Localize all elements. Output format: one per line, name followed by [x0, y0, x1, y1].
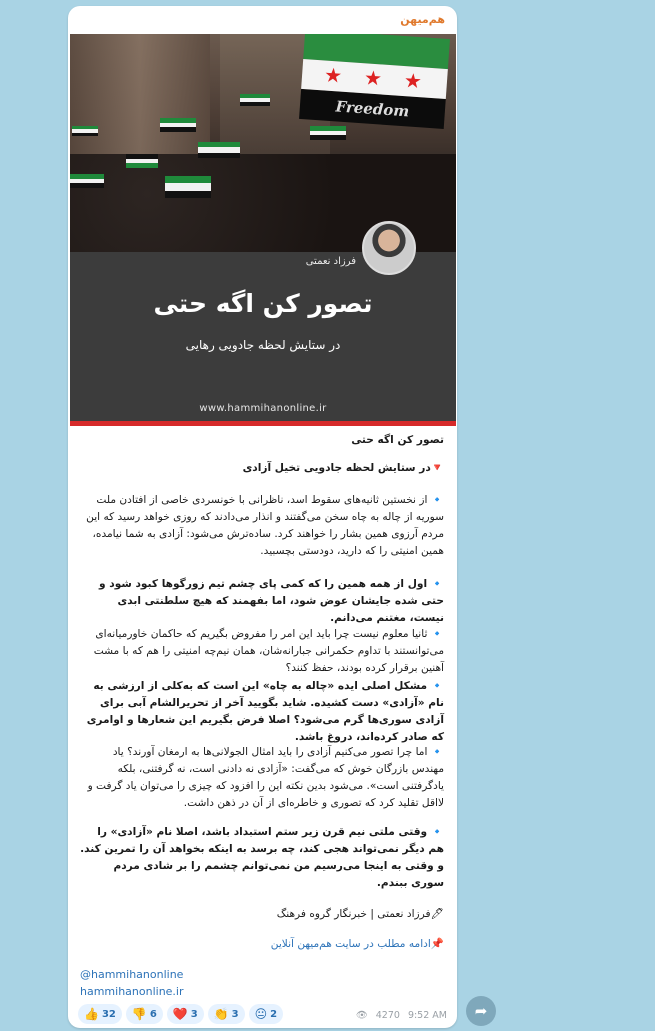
- star-icon: ★: [323, 62, 343, 88]
- views-icon: 👁: [355, 1010, 368, 1021]
- reaction-clap[interactable]: 👏 3: [208, 1004, 245, 1024]
- flag-shape: [310, 126, 346, 140]
- flag-shape: [240, 94, 270, 106]
- thumbs-up-icon: 👍: [84, 1007, 99, 1021]
- flag-shape: [160, 118, 196, 132]
- read-more-link[interactable]: 📌ادامه مطلب در سایت هم‌میهن آنلاین: [270, 938, 444, 950]
- hero-title: تصور کن اگه حتی: [153, 289, 373, 318]
- post-title: تصور کن اگه حتی: [351, 434, 444, 446]
- hero-accent-bar: [70, 421, 456, 426]
- share-icon: ➦: [474, 1002, 488, 1020]
- heart-icon: ❤️: [172, 1007, 188, 1021]
- reaction-neutral[interactable]: 😐 2: [249, 1004, 283, 1024]
- post-paragraph: 🔹 اما چرا تصور می‌کنیم آزادی را باید امثال الجولانی‌ها به ارمغان آورند؟ یاد مهندس بازرگان خوش که می‌گفت: «آزادی نه دادنی است، نه گرفتنی، بلکه یادگرفتنی است». می‌شود بدین نکته این را افزود که چیزی را می‌توان یاد گرفت و لااقل تقلید کرد که تصوری و خاطره‌ای از آن در ذهن داشت.: [87, 746, 444, 809]
- reaction-heart[interactable]: ❤️ 3: [167, 1004, 204, 1024]
- hero-url: www.hammihanonline.ir: [199, 403, 327, 414]
- message-time: 9:52 AM: [407, 1010, 447, 1021]
- post-paragraph: 🔹 ثانیا معلوم نیست چرا باید این امر را مفروض بگیریم که حاکمان خاورمیانه‌ای می‌توانستند با تداوم حکمرانی جبارانه‌شان، همان نیم‌چه امنیتی را هم که با مشت آهنین برقرار کرده بودند، حفظ کنند؟: [93, 628, 444, 674]
- channel-handle-link[interactable]: @hammihanonline: [80, 968, 184, 981]
- star-icon: ★: [403, 68, 423, 94]
- flag-text: Freedom: [299, 89, 446, 129]
- flag-shape: [72, 126, 98, 136]
- star-icon: ★: [363, 65, 383, 91]
- post-paragraph: 🔹 مشکل اصلی ایده «چاله به چاه» این است که به‌کلی از ارزشی به نام «آزادی» دست کشیده. شاید بگویید آخر از تحریرالشام آبی برای آزادی سوری‌ها گرم می‌شود؟ اصلا فرض بگیریم این شعارها و اوامری که صادر کرده‌اند، دروغ باشد.: [86, 680, 444, 743]
- message-meta: [356, 1010, 447, 1021]
- reaction-thumbs-down[interactable]: 👎 6: [126, 1004, 163, 1024]
- post-paragraph: 🔹 از نخستین ثانیه‌های سقوط اسد، ناظرانی با خونسردی خاصی از افتادن ملت سوریه از چاله به چاه سخن می‌گفتند و انذار می‌دادند که روزی خواهد رسید که این مردم آرزوی همین بشار را خواهند کرد. ساده‌ترش می‌شود: آزادی به شما نیامده، همین امنیتی را که دارید، دودستی بچسبید.: [86, 494, 444, 557]
- post-paragraph: 🔹 اول از همه همین را که کمی پای چشم تیم زورگوها کبود شود و حتی شده جایشان عوض شود، اما بفهمند که هیچ سلطنتی ابدی نیست، مغتنم می‌دانم.: [99, 578, 444, 624]
- site-link[interactable]: hammihanonline.ir: [80, 985, 184, 998]
- neutral-face-icon: 😐: [254, 1007, 268, 1021]
- flag-shape: [198, 142, 240, 158]
- clap-icon: 👏: [213, 1007, 229, 1021]
- share-button[interactable]: [466, 996, 496, 1026]
- hero-author: فرزاد نعمتی: [305, 256, 356, 267]
- hero-subtitle: در ستایش لحظه جادویی رهایی: [185, 338, 341, 352]
- message-bubble: [68, 6, 457, 1028]
- flag-shape: [126, 154, 158, 168]
- reactions-bar: [78, 1004, 283, 1026]
- author-avatar: [362, 221, 416, 275]
- post-subtitle: 🔻در ستایش لحظه جادویی تخیل آزادی: [242, 462, 444, 474]
- channel-name[interactable]: هم‌میهن: [400, 13, 445, 26]
- post-paragraph: 🔹 وقتی ملتی نیم قرن زیر ستم استبداد باشد، اصلا نام «آزادی» را هم دیگر نمی‌تواند هجی کند، چه برسد به اینکه بخواهد آن را تمرین کند. و وقتی به اینجا می‌رسیم من نمی‌توانم چشمم را بر شادی مردم سوری ببندم.: [80, 826, 444, 889]
- post-image[interactable]: [70, 34, 456, 426]
- flag-shape: [70, 174, 104, 188]
- reaction-thumbs-up[interactable]: 👍 32: [78, 1004, 122, 1024]
- revolution-flag: [299, 34, 450, 129]
- thumbs-down-icon: 👎: [131, 1007, 147, 1021]
- post-signature: 🖊فرزاد نعمتی | خبرنگار گروه فرهنگ: [276, 908, 444, 920]
- views-count: 4270: [375, 1010, 400, 1021]
- flag-shape: [165, 176, 211, 198]
- protest-photo: [70, 34, 456, 252]
